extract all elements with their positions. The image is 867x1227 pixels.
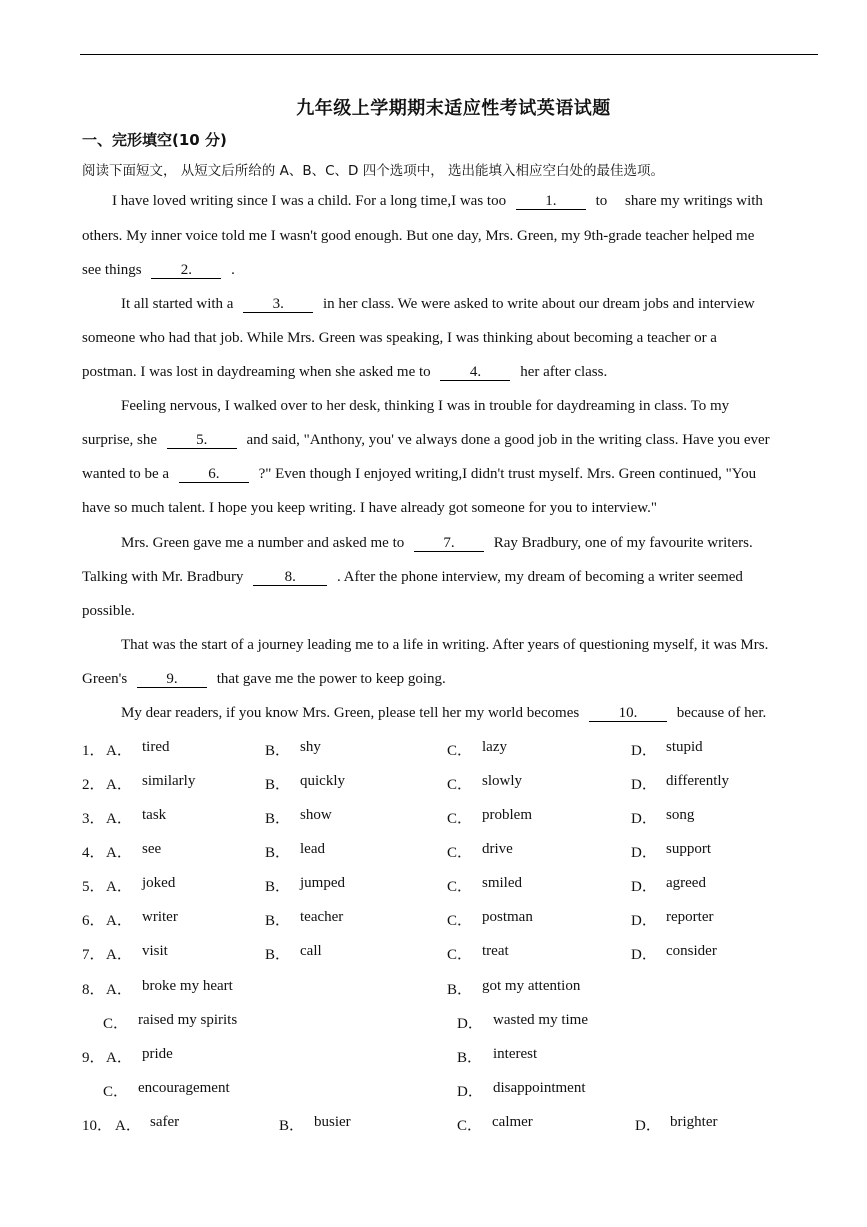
option-d[interactable]: agreed: [666, 875, 706, 891]
option-d[interactable]: reporter: [666, 909, 714, 925]
option-b[interactable]: jumped: [300, 875, 345, 891]
passage-line: My dear readers, if you know Mrs. Green, please tell her my world becomes 10. because of her.: [121, 705, 767, 721]
instructions: 阅读下面短文， 从短文后所给的 A、B、C、D 四个选项中， 选出能填入相应空白处的最佳选项。: [82, 163, 664, 179]
option-c[interactable]: lazy: [482, 739, 507, 755]
option-letter: C．: [447, 879, 473, 895]
option-a[interactable]: tired: [142, 739, 170, 755]
option-c[interactable]: raised my spirits: [138, 1012, 238, 1028]
option-d[interactable]: stupid: [666, 739, 703, 755]
blank-5[interactable]: 5.: [167, 433, 237, 449]
option-letter: B．: [457, 1050, 483, 1066]
option-b[interactable]: teacher: [300, 909, 344, 925]
option-c[interactable]: treat: [482, 943, 509, 959]
blank-8[interactable]: 8.: [253, 570, 327, 586]
passage-line: see things 2. .: [82, 262, 235, 278]
option-c[interactable]: encouragement: [138, 1080, 230, 1096]
blank-3[interactable]: 3.: [243, 297, 313, 313]
option-c[interactable]: calmer: [492, 1114, 533, 1130]
option-letter: B．: [265, 811, 291, 827]
option-letter: B．: [265, 913, 291, 929]
option-letter: C．: [447, 777, 473, 793]
option-letter: C．: [447, 743, 473, 759]
option-letter: A．: [106, 845, 132, 861]
question-number: 1．: [82, 743, 105, 759]
option-b[interactable]: lead: [300, 841, 325, 857]
question-number: 2．: [82, 777, 105, 793]
question-number: 7．: [82, 947, 105, 963]
blank-1[interactable]: 1.: [516, 194, 586, 210]
option-letter: B．: [279, 1118, 305, 1134]
passage-line: I have loved writing since I was a child. For a long time,I was too 1. to share my writings with: [112, 193, 763, 209]
option-a[interactable]: pride: [142, 1046, 173, 1062]
option-letter: B．: [265, 879, 291, 895]
option-letter: A．: [106, 777, 132, 793]
question-number: 6．: [82, 913, 105, 929]
section-heading: 一、完形填空(10 分): [82, 131, 227, 149]
option-letter: A．: [106, 879, 132, 895]
option-a[interactable]: visit: [142, 943, 168, 959]
option-letter: D．: [631, 947, 657, 963]
passage-line: have so much talent. I hope you keep writing. I have already got someone for you to interview.": [82, 500, 657, 516]
passage-line: others. My inner voice told me I wasn't good enough. But one day, Mrs. Green, my 9th-grade teacher helped me: [82, 228, 755, 244]
option-letter: A．: [106, 1050, 132, 1066]
option-letter: C．: [103, 1016, 129, 1032]
blank-10[interactable]: 10.: [589, 706, 667, 722]
option-letter: A．: [106, 811, 132, 827]
option-d[interactable]: song: [666, 807, 695, 823]
top-rule: [80, 54, 818, 55]
question-number: 10．: [82, 1118, 113, 1134]
blank-2[interactable]: 2.: [151, 263, 221, 279]
passage-line: postman. I was lost in daydreaming when she asked me to 4. her after class.: [82, 364, 608, 380]
option-b[interactable]: interest: [493, 1046, 538, 1062]
option-letter: A．: [106, 913, 132, 929]
option-letter: A．: [106, 947, 132, 963]
option-letter: C．: [447, 845, 473, 861]
page-title: 九年级上学期期末适应性考试英语试题: [296, 98, 611, 119]
passage-line: It all started with a 3. in her class. We were asked to write about our dream jobs and interview: [121, 296, 755, 312]
option-b[interactable]: show: [300, 807, 332, 823]
option-a[interactable]: see: [142, 841, 162, 857]
passage-line: Green's 9. that gave me the power to keep going.: [82, 671, 446, 687]
option-d[interactable]: support: [666, 841, 711, 857]
passage-line: Mrs. Green gave me a number and asked me to 7. Ray Bradbury, one of my favourite writers.: [121, 535, 753, 551]
option-letter: D．: [635, 1118, 661, 1134]
passage-line: wanted to be a 6. ?" Even though I enjoyed writing,I didn't trust myself. Mrs. Green continued, "You: [82, 466, 757, 482]
option-letter: D．: [631, 913, 657, 929]
option-letter: B．: [447, 982, 473, 998]
option-letter: D．: [631, 777, 657, 793]
option-a[interactable]: task: [142, 807, 167, 823]
option-b[interactable]: shy: [300, 739, 321, 755]
passage-line: someone who had that job. While Mrs. Green was speaking, I was thinking about becoming a teacher or a: [82, 330, 717, 346]
option-b[interactable]: busier: [314, 1114, 351, 1130]
question-number: 3．: [82, 811, 105, 827]
option-letter: A．: [106, 743, 132, 759]
option-letter: A．: [115, 1118, 141, 1134]
option-letter: D．: [631, 811, 657, 827]
option-letter: B．: [265, 947, 291, 963]
option-letter: B．: [265, 777, 291, 793]
option-letter: A．: [106, 982, 132, 998]
passage-line: Talking with Mr. Bradbury 8. . After the phone interview, my dream of becoming a writer seemed: [82, 569, 743, 585]
option-a[interactable]: broke my heart: [142, 978, 233, 994]
option-c[interactable]: slowly: [482, 773, 523, 789]
option-a[interactable]: safer: [150, 1114, 180, 1130]
passage-line: surprise, she 5. and said, "Anthony, you' ve always done a good job in the writing class. Have you ever: [82, 432, 770, 448]
option-c[interactable]: postman: [482, 909, 533, 925]
option-d[interactable]: wasted my time: [493, 1012, 588, 1028]
option-letter: C．: [447, 947, 473, 963]
option-letter: D．: [631, 845, 657, 861]
question-number: 9．: [82, 1050, 105, 1066]
passage-line: That was the start of a journey leading me to a life in writing. After years of questioning myself, it was Mrs.: [121, 637, 769, 653]
option-letter: C．: [103, 1084, 129, 1100]
option-c[interactable]: problem: [482, 807, 532, 823]
passage-line: possible.: [82, 603, 135, 619]
question-number: 4．: [82, 845, 105, 861]
option-a[interactable]: joked: [142, 875, 176, 891]
blank-7[interactable]: 7.: [414, 536, 484, 552]
option-b[interactable]: quickly: [300, 773, 345, 789]
option-b[interactable]: call: [300, 943, 322, 959]
option-a[interactable]: similarly: [142, 773, 196, 789]
blank-9[interactable]: 9.: [137, 672, 207, 688]
option-b[interactable]: got my attention: [482, 978, 581, 994]
option-letter: C．: [447, 913, 473, 929]
question-number: 8．: [82, 982, 105, 998]
option-d[interactable]: differently: [666, 773, 730, 789]
option-c[interactable]: drive: [482, 841, 513, 857]
option-letter: C．: [447, 811, 473, 827]
option-d[interactable]: consider: [666, 943, 717, 959]
passage-line: Feeling nervous, I walked over to her desk, thinking I was in trouble for daydreaming in class. To my: [121, 398, 730, 414]
option-letter: B．: [265, 845, 291, 861]
option-letter: D．: [631, 879, 657, 895]
option-letter: D．: [457, 1016, 483, 1032]
option-letter: B．: [265, 743, 291, 759]
question-number: 5．: [82, 879, 105, 895]
blank-4[interactable]: 4.: [440, 365, 510, 381]
option-c[interactable]: smiled: [482, 875, 522, 891]
option-letter: D．: [631, 743, 657, 759]
option-letter: C．: [457, 1118, 483, 1134]
option-d[interactable]: disappointment: [493, 1080, 586, 1096]
option-letter: D．: [457, 1084, 483, 1100]
blank-6[interactable]: 6.: [179, 467, 249, 483]
option-d[interactable]: brighter: [670, 1114, 718, 1130]
option-a[interactable]: writer: [142, 909, 178, 925]
